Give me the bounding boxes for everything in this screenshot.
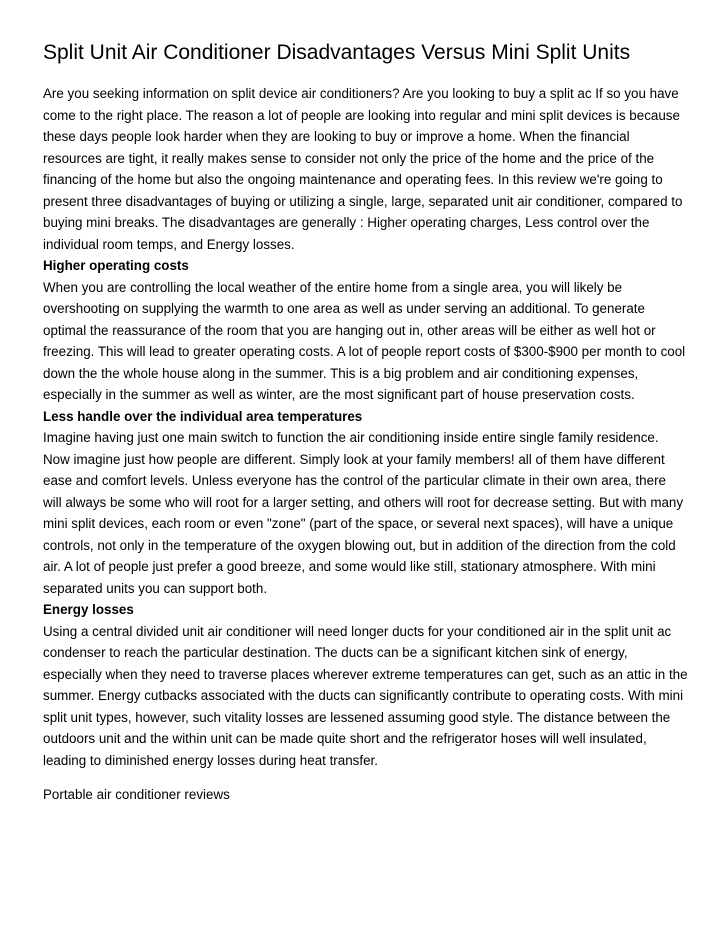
intro-paragraph: Are you seeking information on split device air conditioners? Are you looking to buy a split ac If so you have come to the right place. The reason a lot of people are looking into regular and mini split devices is because these days people look harder when they are looking to buy or improve a home. When the financial resources are tight, it really makes sense to consider not only the price of the home and the price of the financing of the home but also the ongoing maintenance and operating fees. In this review we're going to present three disadvantages of buying or utilizing a single, large, separated unit air conditioner, compared to buying mini breaks. The disadvantages are generally : Higher operating charges, Less control over the individual room temps, and Energy losses. [43,86,683,252]
portable-ac-reviews-link[interactable]: Portable air conditioner reviews [43,787,230,802]
section-energy-losses [43,599,688,771]
section-heading: Less handle over the individual area temperatures [43,408,363,424]
page-title: Split Unit Air Conditioner Disadvantages Versus Mini Split Units [43,41,631,64]
section-less-handle [43,406,688,600]
section-heading: Energy losses [43,602,134,617]
section-higher-operating-costs [43,255,688,406]
section-paragraph: When you are controlling the local weather of the entire home from a single area, you will likely be overshooting on supplying the warmth to one area as well as under serving an additional. To generate optimal the reassurance of the room that you are hanging out in, other areas will be either as well hot or freezing. This will lead to greater operating costs. A lot of people report costs of $300-$900 per month to cool down the the whole house along in the summer. This is a big problem and air conditioning expenses, especially in the summer as well as winter, are the most significant part of house preservation costs. [43,279,686,402]
document-page [43,38,688,806]
section-paragraph: Imagine having just one main switch to function the air conditioning inside entire single family residence. Now imagine just how people are different. Simply look at your family members! all of them have different ease and comfort levels. Unless everyone has the control of the particular climate in their own area, there will always be some who will root for a larger setting, and others will root for decrease setting. But with many mini split devices, each room or even "zone" (part of the space, or several next spaces), will have a unique controls, not only in the temperature of the oxygen blowing out, but in addition of the direction from the cold air. A lot of people just prefer a good breeze, and some would like still, stationary atmosphere. With mini separated units you can support both. [43,430,684,596]
section-heading: Higher operating costs [43,258,189,273]
section-paragraph: Using a central divided unit air conditioner will need longer ducts for your conditioned air in the split unit ac condenser to reach the particular destination. The ducts can be a significant kitchen sink of energy, especially when they need to traverse places wherever extreme temperatures can get, such as an attic in the summer. Energy cutbacks associated with the ducts can significantly contribute to operating costs. With mini split unit types, however, such vitality losses are lessened assuming good style. The distance between the outdoors unit and the within unit can be made quite short and the refrigerator hoses will well insulated, leading to diminished energy losses during heat transfer. [43,623,688,768]
